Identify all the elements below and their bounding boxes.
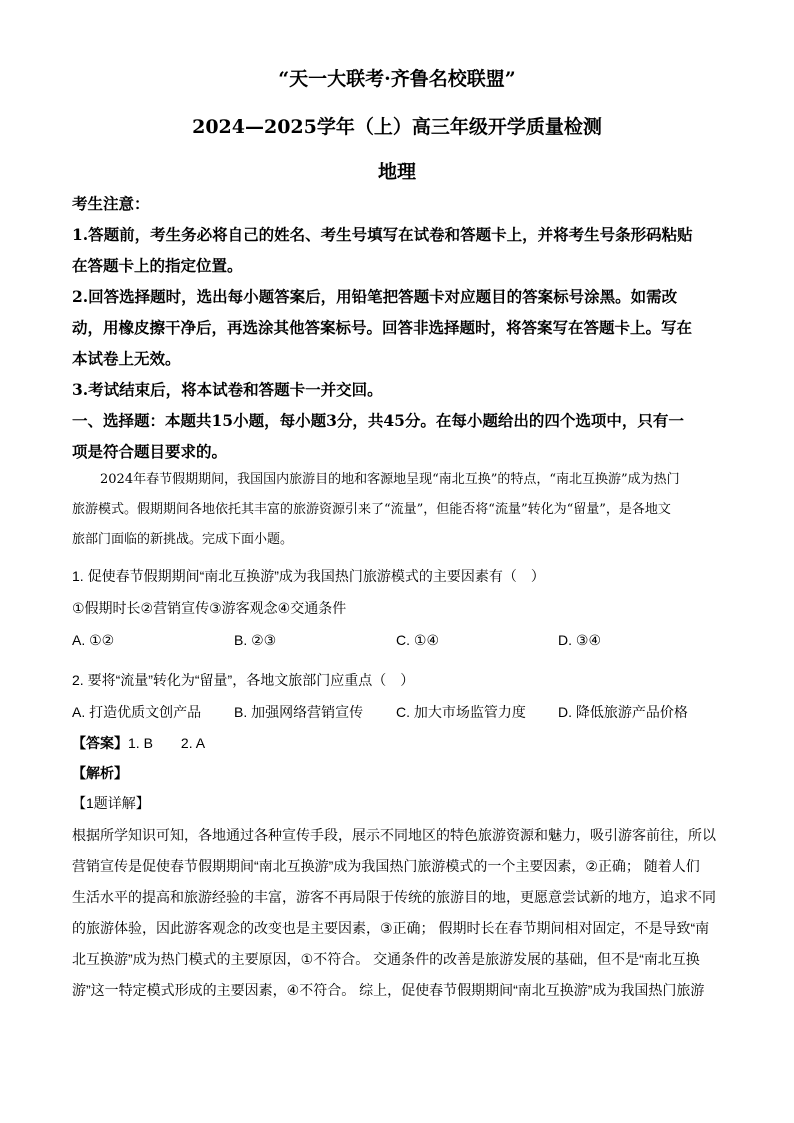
option-a: A. 打造优质文创产品	[72, 704, 202, 720]
analysis-detail	[72, 820, 722, 1006]
analysis-label: 【解析】	[72, 765, 128, 781]
option-c: C. ①④	[396, 632, 439, 648]
detail-line: 的旅游体验，因此游客观念的改变也是主要因素，③正确； 假期时长在春节期间相对固定，不是导致“南	[72, 920, 710, 936]
option-b: B. ②③	[234, 632, 277, 648]
exam-title: 2024—2025学年（上）高三年级开学质量检测	[192, 116, 602, 138]
detail-line: 游”这一特定模式形成的主要因素，④不符合。 综上，促使春节假期期间“南北互换游”成为我国热门旅游	[72, 982, 705, 998]
option-row	[72, 696, 722, 728]
notice-item-1a: 1.答题前，考生务必将自己的姓名、考生号填写在试卷和答题卡上，并将考生号条形码粘贴	[72, 225, 693, 244]
notice-item-2a: 2.回答选择题时，选出每小题答案后，用铅笔把答题卡对应题目的答案标号涂黑。如需改	[72, 287, 678, 306]
exam-notice	[72, 188, 722, 467]
notice-title: 考生注意：	[72, 194, 150, 213]
section-heading-a: 一、选择题：本题共15小题，每小题3分，共45分。在每小题给出的四个选项中，只有一	[72, 411, 684, 430]
question-2	[72, 664, 722, 728]
section-heading-b: 项是符合题目要求的。	[72, 442, 228, 461]
answer-block	[72, 728, 722, 818]
exam-series-title: “天一大联考·齐鲁名校联盟”	[278, 68, 516, 90]
passage-line: 旅游模式。假期期间各地依托其丰富的旅游资源引来了“流量”，但能否将“流量”转化为“留量”，是各地文	[72, 502, 671, 517]
notice-item-2b: 动，用橡皮擦干净后，再选涂其他答案标号。回答非选择题时，将答案写在答题卡上。写在	[72, 318, 693, 337]
notice-item-2c: 本试卷上无效。	[72, 349, 181, 368]
detail-line: 生活水平的提高和旅游经验的丰富，游客不再局限于传统的旅游目的地，更愿意尝试新的地方，追求不同	[72, 889, 716, 905]
detail-line: 根据所学知识可知，各地通过各种宣传手段，展示不同地区的特色旅游资源和魅力，吸引游客前往，所以	[72, 827, 716, 843]
question-1	[72, 560, 722, 656]
option-b: B. 加强网络营销宣传	[234, 704, 364, 720]
option-d: D. 降低旅游产品价格	[558, 704, 688, 720]
detail-label: 【1题详解】	[72, 795, 150, 811]
detail-line: 营销宣传是促使春节假期期间“南北互换游”成为我国热门旅游模式的一个主要因素，②正确； 随着人们	[72, 858, 700, 874]
reading-passage	[72, 465, 722, 555]
subject-title: 地理	[377, 161, 416, 183]
question-factors: ①假期时长②营销宣传③游客观念④交通条件	[72, 600, 347, 616]
option-c: C. 加大市场监管力度	[396, 704, 526, 720]
answer-text: 1. B 2. A	[128, 735, 206, 751]
option-row	[72, 624, 722, 656]
notice-item-3: 3.考试结束后，将本试卷和答题卡一并交回。	[72, 380, 383, 399]
option-d: D. ③④	[558, 632, 601, 648]
option-a: A. ①②	[72, 632, 115, 648]
answer-label: 【答案】	[72, 735, 128, 751]
question-stem: 2. 要将“流量”转化为“留量”，各地文旅部门应重点（ ）	[72, 672, 415, 688]
answer-line	[72, 728, 722, 758]
passage-line: 2024年春节假期期间，我国国内旅游目的地和客源地呈现“南北互换”的特点，“南北互换游”成为热门	[100, 472, 680, 487]
question-stem: 1. 促使春节假期期间“南北互换游”成为我国热门旅游模式的主要因素有（ ）	[72, 568, 545, 584]
notice-item-1b: 在答题卡上的指定位置。	[72, 256, 243, 275]
passage-line: 旅部门面临的新挑战。完成下面小题。	[72, 532, 294, 547]
detail-line: 北互换游”成为热门模式的主要原因，①不符合。 交通条件的改善是旅游发展的基础，但不是“南北互换	[72, 951, 700, 967]
